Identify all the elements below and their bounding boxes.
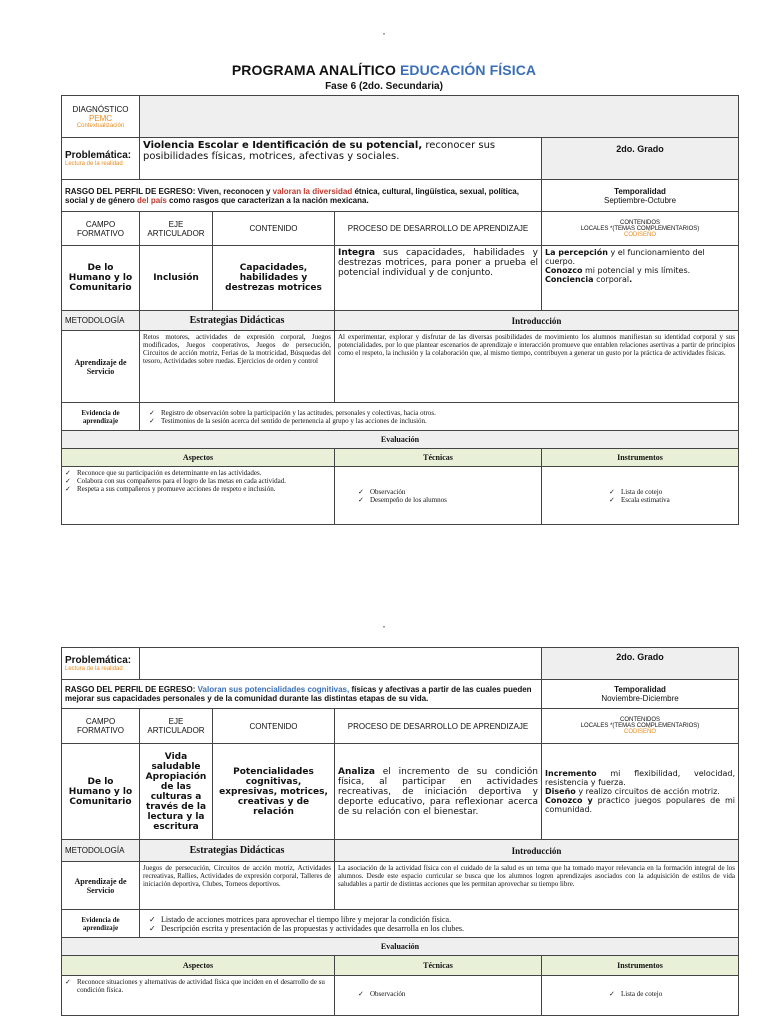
evaluacion-row-2 — [62, 938, 739, 956]
instrumentos-list-2 — [542, 976, 739, 1016]
page1-top-mark: " — [382, 33, 386, 40]
header-campo: CAMPO FORMATIVO — [62, 212, 140, 246]
program-table-1 — [61, 95, 739, 525]
problematica-row-2 — [62, 648, 739, 680]
temporalidad-label-2: Temporalidad — [614, 685, 666, 694]
rasgo-highlight1: valoran la diversidad — [272, 186, 353, 196]
problematica-label: Problemática: — [65, 150, 132, 161]
instrumento-item-2: ✓ Lista de cotejo — [609, 990, 735, 998]
header-contenidos-label: CONTENIDOS — [619, 219, 660, 226]
rasgo-t3: como rasgos que caracterizan a la nación mexicana. — [166, 195, 369, 205]
locales-value — [542, 246, 739, 311]
evaluacion-body-row-2 — [62, 976, 739, 1016]
temporalidad-value-2: Noviembre-Diciembre — [601, 694, 679, 703]
tecnicas-list-2 — [335, 976, 542, 1016]
loc1-bold: La percepción — [545, 248, 608, 257]
problematica-cell-2 — [62, 648, 140, 680]
header-campo-2: CAMPO FORMATIVO — [62, 709, 140, 744]
eje-value: Inclusión — [140, 246, 213, 311]
aspecto-item: ✓ Respeta a sus compañeros y promueve acciones de respeto e inclusión. — [65, 485, 331, 493]
header-proceso: PROCESO DE DESARROLLO DE APRENDIZAJE — [335, 212, 542, 246]
contenido-value: Capacidades, habilidades y destrezas motrices — [213, 246, 335, 311]
header-contenidos-2 — [542, 709, 739, 744]
campo-value: De lo Humano y lo Comunitario — [62, 246, 140, 311]
aspectos-header: Aspectos — [62, 449, 335, 467]
introduccion-header: Introducción — [335, 311, 739, 331]
page-subtitle: Fase 6 (2do. Secundaria) — [325, 81, 443, 92]
temporalidad-value: Septiembre-Octubre — [603, 195, 677, 205]
tecnica-item: ✓ Observación — [358, 488, 538, 496]
problematica-bold: Violencia Escolar e Identificación de su potencial, — [143, 140, 423, 151]
introduccion-header-2: Introducción — [335, 840, 739, 862]
header-contenidos — [542, 212, 739, 246]
loc1-bold-2: Incremento — [545, 769, 597, 778]
evidencia-label-2: Evidencia de aprendizaje — [62, 910, 140, 938]
diagnostico-cell — [62, 96, 140, 138]
rasgo-cell — [62, 180, 542, 212]
header-eje: EJE ARTICULADOR — [140, 212, 213, 246]
rasgo-row — [62, 180, 739, 212]
problematica-sub: Lectura de la realidad — [65, 161, 123, 167]
proceso-rest: sus capacidades, habilidades y destrezas motrices, para poner a prueba el potencial individual y de conjunto. — [338, 248, 538, 278]
aspectos-list — [62, 467, 335, 525]
program-table-2 — [61, 647, 739, 1016]
instrumento-item: ✓ Lista de cotejo — [609, 488, 735, 496]
introduccion-text: Al experimentar, explorar y disfrutar de las diversas posibilidades de movimiento los alumnos manifiestan su identidad corporal y sus potencialidades, por lo que plantear escenarios de aprendizaje e interacción promueve que entablen relaciones asertivas a partir de principios como el respeto, la inclusión y la colaboración que, al mismo tiempo, contribuyen a generar un gusto por la práctica de actividades físicas. — [335, 331, 739, 403]
metodologia-label-2: METODOLOGÍA — [62, 840, 140, 862]
proceso-rest-2: el incremento de su condición física, al participar en actividades recreativas, de iniciación deportiva y deporte educativo, para reflexionar acerca de su relación con el bienestar. — [338, 766, 539, 817]
page2-top-mark: " — [382, 626, 386, 633]
evidencia-list-2 — [140, 910, 739, 938]
metodologia-label: METODOLOGÍA — [62, 311, 140, 331]
header-codiseno-label-2: CODISEÑO — [624, 729, 657, 735]
loc3-bold-2: Conozco y — [545, 796, 593, 805]
evidencia-row-2 — [62, 910, 739, 938]
metodologia-row — [62, 311, 739, 331]
content-row — [62, 246, 739, 311]
title-part2: EDUCACIÓN FÍSICA — [399, 62, 537, 78]
diagnostico-value — [140, 96, 739, 138]
evidencia-item-2: ✓ Listado de acciones motrices para aprovechar el tiempo libre y mejorar la condición física. — [149, 915, 735, 924]
loc3-end: . — [629, 275, 633, 284]
rasgo-prefix: RASGO DEL PERFIL DE EGRESO: — [65, 186, 198, 196]
problematica-label-2: Problemática: — [65, 655, 132, 666]
problematica-cell — [62, 138, 140, 180]
aspectos-list-2 — [62, 976, 335, 1016]
rasgo-highlight1-2: Valoran sus potencialidades cognitivas, — [197, 685, 350, 694]
problematica-text — [140, 138, 542, 180]
eje-value-2: Vida saludable Apropiación de las culturas a través de la lectura y la escritura — [140, 744, 213, 840]
evaluacion-sub-row-2 — [62, 956, 739, 976]
estrategias-row-2 — [62, 862, 739, 910]
loc1-rest-2: mi flexibilidad, velocidad, resistencia y fuerza. — [545, 769, 736, 787]
evaluacion-body-row — [62, 467, 739, 525]
locales-value-2 — [542, 744, 739, 840]
evidencia-item: ✓ Registro de observación sobre la participación y las actitudes, personales y colectivas, hacia otros. — [149, 409, 735, 417]
loc3-rest: corporal — [593, 275, 630, 284]
tecnicas-header: Técnicas — [335, 449, 542, 467]
problematica-value-2 — [140, 648, 542, 680]
proceso-bold-2: Analiza — [338, 766, 375, 777]
rasgo-cell-2 — [62, 680, 542, 709]
grado-cell-2: 2do. Grado — [542, 648, 739, 680]
tecnicas-header-2: Técnicas — [335, 956, 542, 976]
aprendizaje-label: Aprendizaje de Servicio — [62, 331, 140, 403]
campo-value-2: De lo Humano y lo Comunitario — [62, 744, 140, 840]
estrategias-row — [62, 331, 739, 403]
rasgo-prefix-2: RASGO DEL PERFIL DE EGRESO: — [65, 685, 198, 694]
tecnica-item: ✓ Desempeño de los alumnos — [358, 496, 538, 504]
problematica-sub-2: Lectura de la realidad — [65, 666, 123, 672]
instrumentos-list — [542, 467, 739, 525]
loc3-rest-2: practico juegos populares de mi comunidad. — [545, 796, 736, 814]
header-proceso-2: PROCESO DE DESARROLLO DE APRENDIZAJE — [335, 709, 542, 744]
loc3-bold: Conciencia — [545, 275, 594, 284]
rasgo-t2-2: físicas y afectivas a partir de las cuales pueden mejorar sus capacidades personales y de la comunidad durante las distintas etapas de su vida. — [65, 685, 532, 703]
loc2-rest-2: y realizo circuitos de acción motriz. — [575, 787, 720, 796]
estrategias-text-2: Juegos de persecución, Circuitos de acción motriz, Actividades recreativas, Rallies, Actividades de expresión corporal, Talleres de iniciación deportiva, Clubes, Torneos deportivos. — [140, 862, 335, 910]
evidencia-list — [140, 403, 739, 431]
tecnica-item-2: ✓ Observación — [358, 990, 538, 998]
header-eje-2: EJE ARTICULADOR — [140, 709, 213, 744]
contenido-value-2: Potencialidades cognitivas, expresivas, motrices, creativas y de relación — [213, 744, 335, 840]
metodologia-row-2 — [62, 840, 739, 862]
evaluacion-sub-row — [62, 449, 739, 467]
content-row-2 — [62, 744, 739, 840]
header-row — [62, 212, 739, 246]
loc1-rest: y el funcionamiento del cuerpo. — [545, 248, 705, 266]
evaluacion-header: Evaluación — [62, 431, 739, 449]
aprendizaje-label-2: Aprendizaje de Servicio — [62, 862, 140, 910]
problematica-row — [62, 138, 739, 180]
tecnicas-list — [335, 467, 542, 525]
header-row-2 — [62, 709, 739, 744]
header-locales-label-2: LOCALES *(TEMAS COMPLEMENTARIOS) — [580, 723, 700, 729]
temporalidad-cell-2 — [542, 680, 739, 709]
proceso-bold: Integra — [338, 248, 376, 258]
rasgo-row-2 — [62, 680, 739, 709]
estrategias-header: Estrategias Didácticas — [140, 311, 335, 331]
header-codiseno-label: CODISEÑO — [623, 231, 656, 238]
proceso-value — [335, 246, 542, 311]
temporalidad-label: Temporalidad — [614, 186, 666, 196]
loc2-bold: Conozco — [545, 266, 583, 275]
header-contenido: CONTENIDO — [213, 212, 335, 246]
header-contenido-2: CONTENIDO — [213, 709, 335, 744]
rasgo-highlight2: del país — [137, 195, 167, 205]
grado-cell: 2do. Grado — [542, 138, 739, 180]
proceso-value-2 — [335, 744, 542, 840]
evidencia-label: Evidencia de aprendizaje — [62, 403, 140, 431]
evaluacion-header-2: Evaluación — [62, 938, 739, 956]
estrategias-text: Retos motores, actividades de expresión corporal, Juegos modificados, Juegos cooperativos, Juegos de persecución, Circuitos de acción motriz, Ferias de la motricidad, Búsquedas del tesoro, Actividades sobre ruedas. Ejercicios de orden y control — [140, 331, 335, 403]
evidencia-row — [62, 403, 739, 431]
header-contenidos-label-2: CONTENIDOS — [620, 717, 661, 723]
instrumentos-header-2: Instrumentos — [542, 956, 739, 976]
temporalidad-cell — [542, 180, 739, 212]
instrumento-item: ✓ Escala estimativa — [609, 496, 735, 504]
pemc-label: PEMC — [88, 113, 113, 123]
evaluacion-row — [62, 431, 739, 449]
diagnostico-row — [62, 96, 739, 138]
evidencia-item: ✓ Testimonios de la sesión acerca del sentido de pertenencia al grupo y las acciones de inclusión. — [149, 417, 735, 425]
aspecto-item: ✓ Reconoce que su participación es determinante en las actividades. — [65, 469, 331, 477]
header-locales-label: LOCALES *(TEMAS COMPLEMENTARIOS) — [580, 225, 700, 232]
instrumentos-header: Instrumentos — [542, 449, 739, 467]
evidencia-item-2: ✓ Descripción escrita y presentación de las propuestas y actividades que desarrolla en los clubes. — [149, 924, 735, 933]
aspecto-item: ✓ Colabora con sus compañeros para el logro de las metas en cada actividad. — [65, 477, 331, 485]
loc2-rest: mi potencial y mis límites. — [582, 266, 691, 275]
problematica-rest: reconocer sus posibilidades físicas, motrices, afectivas y sociales. — [143, 140, 496, 162]
diagnostico-label: DIAGNÓSTICO — [72, 104, 129, 114]
title-part1: PROGRAMA ANALÍTICO — [231, 62, 396, 78]
estrategias-header-2: Estrategias Didácticas — [140, 840, 335, 862]
aspectos-header-2: Aspectos — [62, 956, 335, 976]
rasgo-t2: étnica, cultural, lingüística, sexual, política, social y de género — [65, 186, 519, 205]
rasgo-t1: Viven, reconocen y — [197, 186, 273, 196]
aspecto-item-2: ✓ Reconoce situaciones y alternativas de actividad física que inciden en el desarrollo de su condición física. — [65, 978, 331, 994]
page-title — [0, 62, 768, 78]
loc2-bold-2: Diseño — [545, 787, 576, 796]
introduccion-text-2: La asociación de la actividad física con el cuidado de la salud es un tema que ha tomado mayor relevancia en la formación integral de los alumnos. Desde este espacio curricular se busca que los alumnos logren aprendizajes asociados con la adquisición de estilos de vida saludables a partir de distintas acciones que les permitan aprovechar su tiempo libre. — [335, 862, 739, 910]
contextualizacion-label: Contextualización — [76, 122, 125, 129]
